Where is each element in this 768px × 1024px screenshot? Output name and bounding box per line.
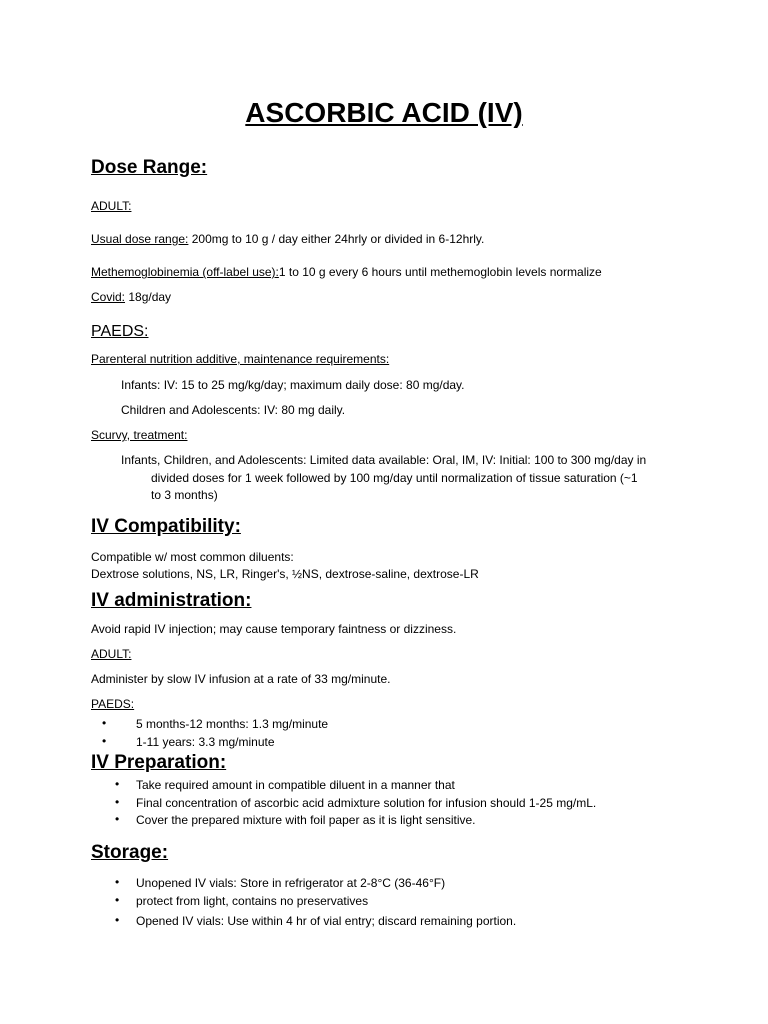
methemoglobinemia-label: Methemoglobinemia (off-label use):	[91, 265, 279, 279]
covid-line	[91, 289, 171, 306]
prep-bullet-1: Take required amount in compatible diluent in a manner that	[136, 778, 455, 792]
bullet-icon: •	[115, 875, 120, 889]
parenteral-nutrition-label: Parenteral nutrition additive, maintenance requirements:	[91, 352, 390, 366]
admin-adult-label: ADULT:	[91, 647, 132, 661]
prep-bullet-2: Final concentration of ascorbic acid admixture solution for infusion should 1-25 mg/mL.	[136, 796, 597, 810]
adult-label: ADULT:	[91, 199, 132, 213]
bullet-icon: •	[115, 913, 120, 927]
heading-iv-compatibility: IV Compatibility:	[91, 516, 241, 537]
usual-dose-line	[91, 231, 484, 248]
bullet-icon: •	[115, 893, 120, 907]
bullet-icon: •	[102, 734, 107, 748]
prep-bullet-3: Cover the prepared mixture with foil paper as it is light sensitive.	[136, 813, 476, 827]
storage-bullet-2: protect from light, contains no preservatives	[136, 894, 369, 908]
bullet-icon: •	[115, 812, 120, 826]
storage-bullet-1: Unopened IV vials: Store in refrigerator at 2-8°C (36-46°F)	[136, 876, 446, 890]
usual-dose-text: 200mg to 10 g / day either 24hrly or divided in 6-12hrly.	[188, 232, 485, 246]
bullet-icon: •	[115, 795, 120, 809]
covid-label: Covid:	[91, 290, 126, 304]
page-title: ASCORBIC ACID (IV)	[245, 97, 523, 128]
scurvy-line-1: Infants, Children, and Adolescents: Limited data available: Oral, IM, IV: Initial: 100 to 300 mg/day in	[121, 453, 647, 467]
usual-dose-label: Usual dose range:	[91, 232, 189, 246]
admin-bullet-1: 5 months-12 months: 1.3 mg/minute	[136, 717, 329, 731]
admin-paeds-label: PAEDS:	[91, 697, 135, 711]
methemoglobinemia-line	[91, 264, 602, 281]
admin-line-1: Avoid rapid IV injection; may cause temporary faintness or dizziness.	[91, 622, 457, 636]
compat-line-1: Compatible w/ most common diluents:	[91, 550, 294, 564]
compat-line-2: Dextrose solutions, NS, LR, Ringer's, ½NS, dextrose-saline, dextrose-LR	[91, 567, 479, 581]
paeds-label: PAEDS:	[91, 323, 149, 340]
heading-iv-preparation: IV Preparation:	[91, 752, 227, 773]
scurvy-line-3: to 3 months)	[151, 488, 218, 502]
covid-text: 18g/day	[125, 290, 172, 304]
bullet-icon: •	[102, 716, 107, 730]
heading-iv-administration: IV administration:	[91, 590, 252, 611]
pn-children-text: Children and Adolescents: IV: 80 mg daily.	[121, 403, 346, 417]
pn-infants-text: Infants: IV: 15 to 25 mg/kg/day; maximum daily dose: 80 mg/day.	[121, 378, 465, 392]
bullet-icon: •	[115, 777, 120, 791]
methemoglobinemia-text: 1 to 10 g every 6 hours until methemoglobin levels normalize	[278, 265, 602, 279]
storage-bullet-3: Opened IV vials: Use within 4 hr of vial entry; discard remaining portion.	[136, 914, 517, 928]
admin-adult-text: Administer by slow IV infusion at a rate of 33 mg/minute.	[91, 672, 391, 686]
heading-storage: Storage:	[91, 842, 169, 863]
heading-dose-range: Dose Range:	[91, 157, 208, 178]
scurvy-line-2: divided doses for 1 week followed by 100 mg/day until normalization of tissue saturation (~1	[151, 471, 638, 485]
scurvy-label: Scurvy, treatment:	[91, 428, 188, 442]
admin-bullet-2: 1-11 years: 3.3 mg/minute	[136, 735, 275, 749]
